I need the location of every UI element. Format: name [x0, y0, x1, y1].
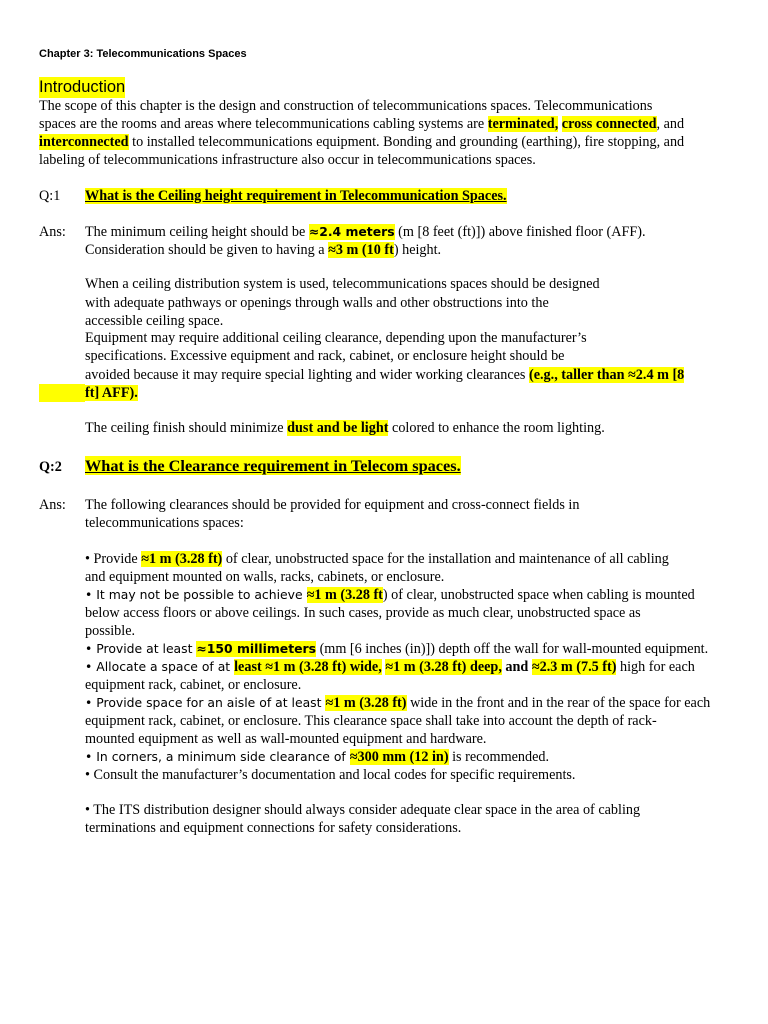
highlight-terminated: terminated,	[487, 116, 559, 132]
q1-para-line-3: accessible ceiling space.	[85, 313, 224, 329]
q1-para-line-5: specifications. Excessive equipment and rack, cabinet, or enclosure height should be	[85, 348, 565, 364]
intro-line-2	[39, 115, 684, 133]
intro-line-3	[39, 133, 684, 151]
intro-text: , and	[656, 116, 685, 132]
highlight-1m: ≈1 m (3.28 ft	[306, 587, 383, 603]
bullet-5-line-1: • Provide space for an aisle of at least ≈1 m (3.28 ft) wide in the front and in the rear of the space for each	[85, 695, 711, 711]
q1-question-text: What is the Ceiling height requirement in Telecommunication Spaces.	[85, 188, 507, 204]
q1-para-line-1: When a ceiling distribution system is used, telecommunications spaces should be designed	[85, 276, 600, 292]
bullet-7: • Consult the manufacturer’s documentation and local codes for specific requirements.	[85, 767, 576, 783]
bullet-8-line-2: terminations and equipment connections for safety considerations.	[85, 820, 462, 836]
q1-answer-line-2: Consideration should be given to having a ≈3 m (10 ft) height.	[85, 242, 442, 258]
highlight-dust-light: dust and be light	[287, 420, 389, 436]
intro-text: to installed telecommunications equipment. Bonding and grounding (earthing), fire stopping, and	[128, 134, 685, 150]
q1-ceiling-finish: The ceiling finish should minimize dust and be light colored to enhance the room lighting.	[85, 420, 605, 436]
highlight-150mm: ≈150 millimeters	[196, 641, 317, 656]
highlight-2-4-meters: ≈2.4 meters	[308, 224, 395, 239]
bullet-5-line-2: equipment rack, cabinet, or enclosure. This clearance space shall take into account the depth of rack-	[85, 713, 657, 729]
highlight-2-3m: ≈2.3 m (7.5 ft)	[531, 659, 617, 675]
bullet-1-line-1: • Provide ≈1 m (3.28 ft) of clear, unobstructed space for the installation and maintenance of all cabling	[85, 551, 669, 567]
highlight-interconnected: interconnected	[39, 134, 129, 150]
highlight-cross-connected: cross connected	[561, 116, 657, 132]
bullet-2-line-1: • It may not be possible to achieve ≈1 m (3.28 ft) of clear, unobstructed space when cabling is mounted	[85, 587, 695, 603]
highlight-300mm: ≈300 mm (12 in)	[349, 749, 449, 765]
bullet-2-line-3: possible.	[85, 623, 136, 639]
q2-ans-label: Ans:	[39, 497, 66, 513]
highlight-1m: ≈1 m (3.28 ft)	[141, 551, 223, 567]
highlight-aff-block	[39, 384, 85, 402]
q1-label: Q:1	[39, 188, 61, 204]
q2-intro-line-2: telecommunications spaces:	[85, 515, 244, 531]
bullet-3: • Provide at least ≈150 millimeters (mm [6 inches (in)]) depth off the wall for wall-mounted equipment.	[85, 641, 709, 657]
bullet-5-line-3: mounted equipment as well as wall-mounted equipment and hardware.	[85, 731, 487, 747]
highlight-3m: ≈3 m (10 ft	[328, 242, 394, 258]
intro-text: spaces are the rooms and areas where telecommunications cabling systems are	[39, 116, 488, 132]
q1-para-line-6: avoided because it may require special lighting and wider working clearances (e.g., taller than ≈2.4 m [8	[85, 367, 685, 383]
q2-label: Q:2	[39, 459, 62, 475]
bullet-1-line-2: and equipment mounted on walls, racks, cabinets, or enclosure.	[85, 569, 445, 585]
q1-answer-line-1: The minimum ceiling height should be ≈2.4 meters (m [8 feet (ft)]) above finished floor (AFF).	[85, 224, 646, 240]
bullet-4-line-1: • Allocate a space of at least ≈1 m (3.28 ft) wide, ≈1 m (3.28 ft) deep, and ≈2.3 m (7.5 ft) high for each	[85, 659, 695, 675]
highlight-wide: least ≈1 m (3.28 ft) wide,	[234, 659, 382, 675]
q1-ans-label: Ans:	[39, 224, 66, 240]
q2-question	[85, 455, 461, 476]
bullet-6: • In corners, a minimum side clearance of ≈300 mm (12 in) is recommended.	[85, 749, 550, 765]
q2-intro-line-1: The following clearances should be provided for equipment and cross-connect fields in	[85, 497, 580, 513]
q1-para-line-7: ft] AFF).	[85, 385, 138, 401]
bullet-2-line-2: below access floors or above ceilings. In such cases, provide as much clear, unobstructed space as	[85, 605, 641, 621]
highlight-deep: ≈1 m (3.28 ft) deep,	[385, 659, 502, 675]
q1-para-line-2: with adequate pathways or openings through walls and other obstructions into the	[85, 295, 549, 311]
intro-line-1: The scope of this chapter is the design and construction of telecommunications spaces. Telecommunications	[39, 98, 653, 114]
q2-question-text: What is the Clearance requirement in Telecom spaces.	[85, 456, 461, 475]
q1-para-line-4: Equipment may require additional ceiling clearance, depending upon the manufacturer’s	[85, 330, 587, 346]
intro-heading: Introduction	[39, 78, 126, 96]
bullet-8-line-1: • The ITS distribution designer should always consider adequate clear space in the area of cabling	[85, 802, 641, 818]
highlight-1m: ≈1 m (3.28 ft)	[325, 695, 407, 711]
highlight-taller-than: (e.g., taller than ≈2.4 m [8	[528, 367, 685, 383]
q1-question	[85, 187, 507, 205]
chapter-heading: Chapter 3: Telecommunications Spaces	[39, 48, 247, 60]
bullet-4-line-2: equipment rack, cabinet, or enclosure.	[85, 677, 302, 693]
intro-line-4: labeling of telecommunications infrastructure also occur in telecommunications spaces.	[39, 152, 536, 168]
